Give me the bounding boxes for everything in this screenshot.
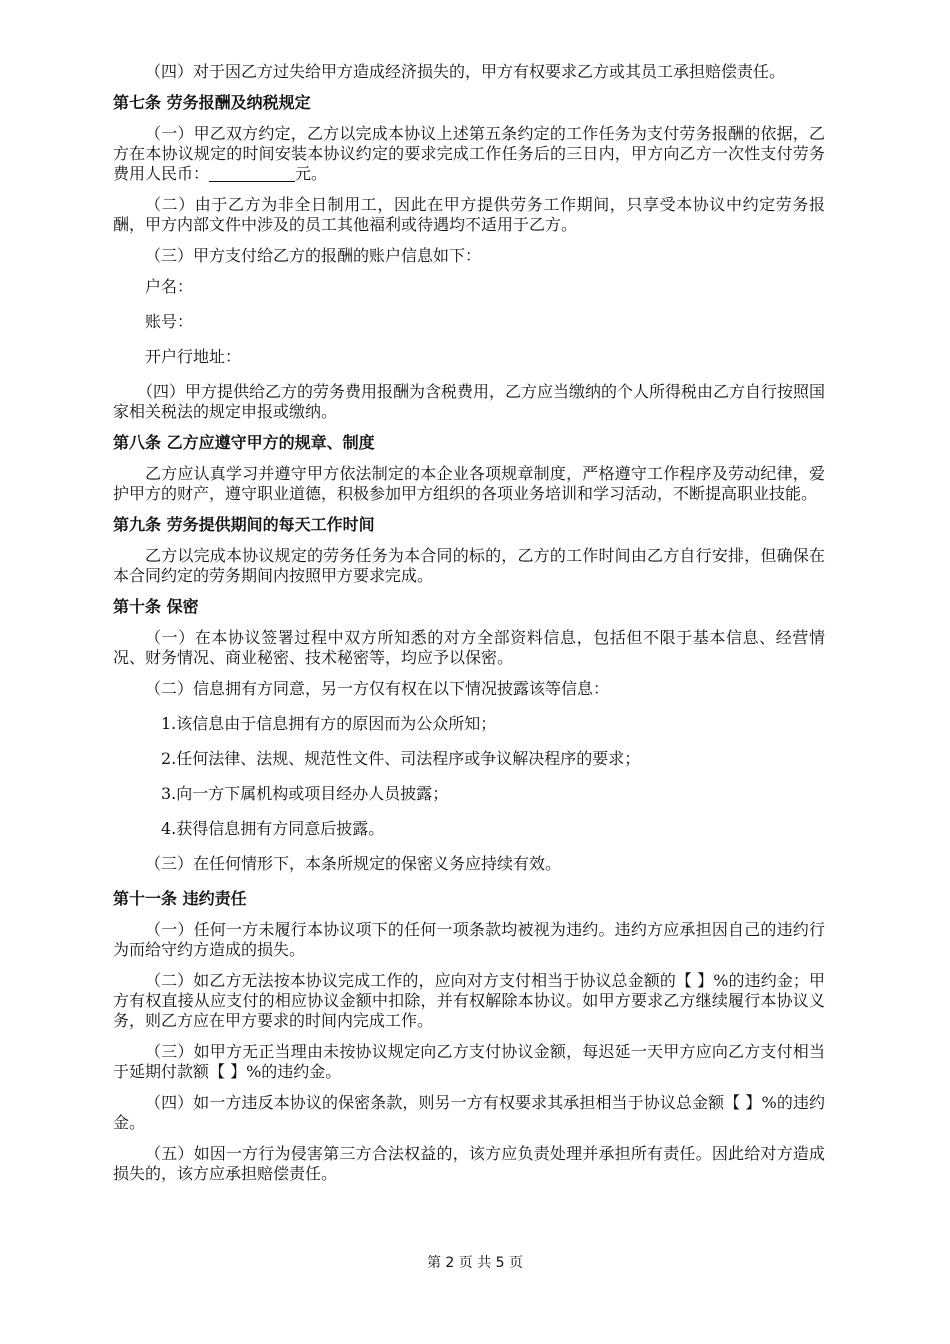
section-heading-7: 第七条 劳务报酬及纳税规定 [113, 93, 311, 112]
section-heading-11: 第十一条 违约责任 [113, 889, 247, 908]
paragraph: （三）甲方支付给乙方的报酬的账户信息如下： [145, 246, 482, 265]
page-number-footer: 第 2 页 共 5 页 [426, 1255, 524, 1271]
paragraph: （二）如乙方无法按本协议完成工作的，应向对方支付相当于协议总金额的【 】%的违约金；甲方有权直接从应支付的相应协议金额中扣除，并有权解除本协议。如甲方要求乙方继续履行本协议义务，则乙方应在甲方要求的时间内完成工作。 [113, 971, 825, 1030]
paragraph: （三）在任何情形下，本条所规定的保密义务应持续有效。 [145, 854, 562, 873]
account-name-field: 户名： [145, 277, 194, 296]
paragraph: （三）如甲方无正当理由未按协议规定向乙方支付协议金额，每迟延一天甲方应向乙方支付相当于延期付款额【 】%的违约金。 [113, 1042, 825, 1081]
list-item: 3.向一方下属机构或项目经办人员披露； [161, 784, 449, 803]
paragraph-text: （一）甲乙双方约定，乙方以完成本协议上述第五条约定的工作任务为支付劳务报酬的依据，乙方在本协议规定的时间安装本协议约定的要求完成工作任务后的三日内，甲方向乙方一次性支付劳务费用人民币： [113, 124, 825, 183]
paragraph: （一）在本协议签署过程中双方所知悉的对方全部资料信息，包括但不限于基本信息、经营情况、财务情况、商业秘密、技术秘密等，均应予以保密。 [113, 628, 825, 667]
paragraph: （二）信息拥有方同意，另一方仅有权在以下情况披露该等信息： [145, 679, 610, 698]
amount-blank [209, 165, 295, 182]
account-number-field: 账号： [145, 312, 194, 331]
paragraph: （四）对于因乙方过失给甲方造成经济损失的，甲方有权要求乙方或其员工承担赔偿责任。 [145, 62, 786, 81]
paragraph: （四）如一方违反本协议的保密条款，则另一方有权要求其承担相当于协议总金额【 】%的违约金。 [113, 1093, 825, 1132]
list-item: 4.获得信息拥有方同意后披露。 [161, 819, 385, 838]
paragraph: （五）如因一方行为侵害第三方合法权益的，该方应负责处理并承担所有责任。因此给对方造成损失的，该方应承担赔偿责任。 [113, 1144, 825, 1183]
paragraph: （二）由于乙方为非全日制用工，因此在甲方提供劳务工作期间，只享受本协议中约定劳务报酬，甲方内部文件中涉及的员工其他福利或待遇均不适用于乙方。 [113, 195, 825, 234]
list-item: 1.该信息由于信息拥有方的原因而为公众所知； [161, 714, 497, 733]
paragraph [113, 124, 825, 184]
list-item: 2.任何法律、法规、规范性文件、司法程序或争议解决程序的要求； [161, 749, 641, 768]
paragraph: （一）任何一方未履行本协议项下的任何一项条款均被视为违约。违约方应承担因自己的违约行为而给守约方造成的损失。 [113, 920, 825, 959]
paragraph: 乙方应认真学习并遵守甲方依法制定的本企业各项规章制度，严格遵守工作程序及劳动纪律，爱护甲方的财产，遵守职业道德，积极参加甲方组织的各项业务培训和学习活动，不断提高职业技能。 [113, 464, 825, 503]
section-heading-10: 第十条 保密 [113, 597, 199, 616]
paragraph: 乙方以完成本协议规定的劳务任务为本合同的标的，乙方的工作时间由乙方自行安排，但确保在本合同约定的劳务期间内按照甲方要求完成。 [113, 546, 825, 585]
section-heading-9: 第九条 劳务提供期间的每天工作时间 [113, 515, 375, 534]
section-heading-8: 第八条 乙方应遵守甲方的规章、制度 [113, 433, 375, 452]
bank-address-field: 开户行地址： [145, 347, 242, 366]
paragraph-text: 元。 [295, 164, 328, 183]
paragraph: （四）甲方提供给乙方的劳务费用报酬为含税费用，乙方应当缴纳的个人所得税由乙方自行按照国家相关税法的规定申报或缴纳。 [113, 382, 826, 421]
document-body [113, 62, 825, 1184]
